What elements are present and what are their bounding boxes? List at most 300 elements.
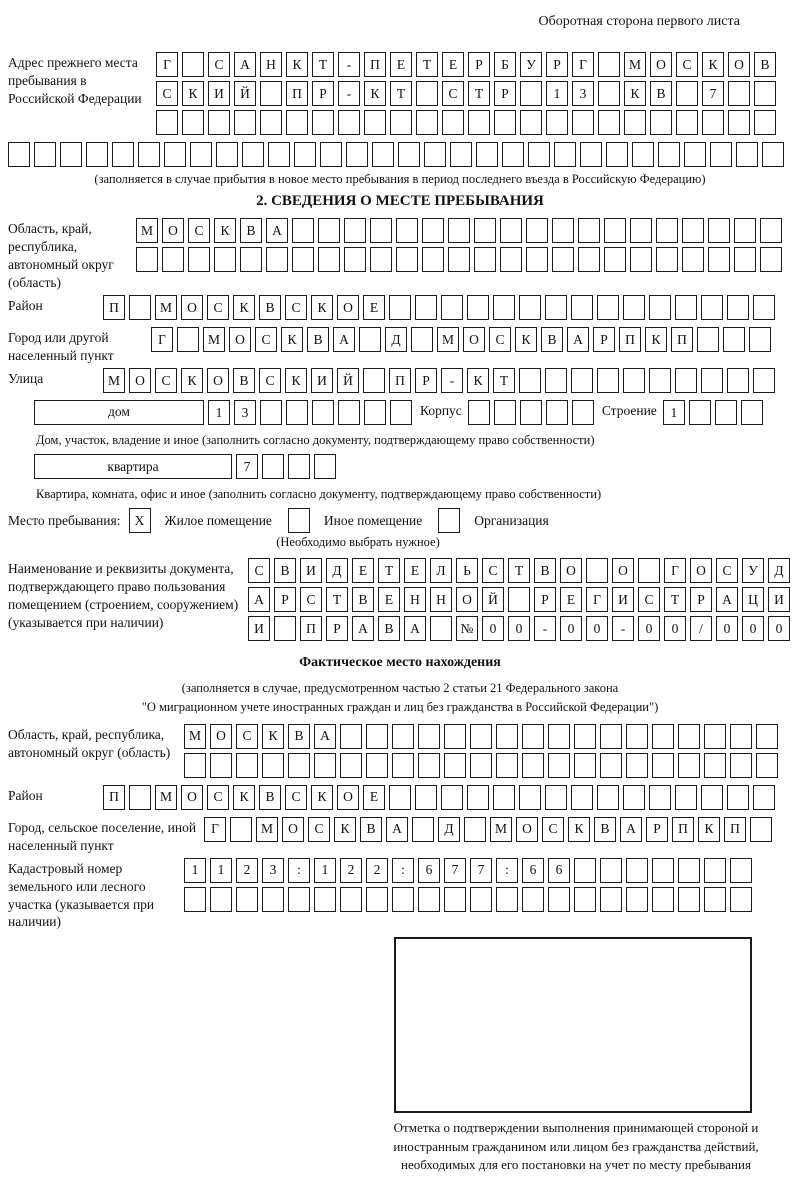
house-type-box[interactable]: дом <box>34 400 204 425</box>
char-cell[interactable] <box>715 400 737 425</box>
char-cell[interactable] <box>708 247 730 272</box>
char-cell[interactable]: 1 <box>546 81 568 106</box>
char-cell[interactable]: М <box>155 295 177 320</box>
char-cell[interactable] <box>136 247 158 272</box>
char-cell[interactable] <box>730 724 752 749</box>
char-cell[interactable]: А <box>567 327 589 352</box>
char-cell[interactable] <box>571 785 593 810</box>
char-cell[interactable]: 0 <box>586 616 608 641</box>
char-cell[interactable] <box>597 295 619 320</box>
char-cell[interactable] <box>623 295 645 320</box>
char-cell[interactable] <box>522 753 544 778</box>
char-cell[interactable] <box>60 142 82 167</box>
char-cell[interactable]: 0 <box>508 616 530 641</box>
char-cell[interactable]: В <box>259 295 281 320</box>
char-cell[interactable] <box>344 247 366 272</box>
char-cell[interactable]: М <box>103 368 125 393</box>
char-cell[interactable]: Б <box>494 52 516 77</box>
char-cell[interactable] <box>632 142 654 167</box>
char-cell[interactable] <box>266 247 288 272</box>
char-cell[interactable]: Т <box>468 81 490 106</box>
char-cell[interactable]: К <box>311 295 333 320</box>
char-cell[interactable]: С <box>248 558 270 583</box>
char-cell[interactable] <box>684 142 706 167</box>
char-cell[interactable] <box>552 247 574 272</box>
char-cell[interactable]: Р <box>468 52 490 77</box>
char-cell[interactable]: 1 <box>184 858 206 883</box>
char-cell[interactable] <box>390 110 412 135</box>
char-cell[interactable] <box>288 508 310 533</box>
char-cell[interactable]: К <box>645 327 667 352</box>
char-cell[interactable] <box>392 753 414 778</box>
char-cell[interactable]: А <box>266 218 288 243</box>
char-cell[interactable] <box>450 142 472 167</box>
char-cell[interactable]: И <box>248 616 270 641</box>
char-cell[interactable]: 1 <box>208 400 230 425</box>
char-cell[interactable]: О <box>337 785 359 810</box>
char-cell[interactable] <box>697 327 719 352</box>
char-cell[interactable]: С <box>156 81 178 106</box>
char-cell[interactable]: 6 <box>418 858 440 883</box>
char-cell[interactable]: С <box>716 558 738 583</box>
char-cell[interactable]: Р <box>326 616 348 641</box>
char-cell[interactable]: К <box>181 368 203 393</box>
char-cell[interactable]: 0 <box>716 616 738 641</box>
char-cell[interactable]: С <box>638 587 660 612</box>
char-cell[interactable] <box>448 247 470 272</box>
char-cell[interactable]: 7 <box>444 858 466 883</box>
char-cell[interactable] <box>424 142 446 167</box>
char-cell[interactable]: С <box>676 52 698 77</box>
char-cell[interactable]: В <box>307 327 329 352</box>
char-cell[interactable]: У <box>520 52 542 77</box>
char-cell[interactable] <box>756 753 778 778</box>
char-cell[interactable]: М <box>490 817 512 842</box>
char-cell[interactable] <box>230 817 252 842</box>
char-cell[interactable] <box>571 295 593 320</box>
char-cell[interactable] <box>262 887 284 912</box>
char-cell[interactable] <box>441 295 463 320</box>
char-cell[interactable]: 6 <box>522 858 544 883</box>
char-cell[interactable] <box>468 110 490 135</box>
char-cell[interactable] <box>600 887 622 912</box>
char-cell[interactable]: М <box>155 785 177 810</box>
char-cell[interactable] <box>652 753 674 778</box>
char-cell[interactable]: Р <box>534 587 556 612</box>
char-cell[interactable] <box>177 327 199 352</box>
char-cell[interactable]: К <box>311 785 333 810</box>
char-cell[interactable]: 0 <box>768 616 790 641</box>
char-cell[interactable] <box>438 508 460 533</box>
char-cell[interactable]: Д <box>768 558 790 583</box>
char-cell[interactable] <box>467 295 489 320</box>
char-cell[interactable]: П <box>103 785 125 810</box>
char-cell[interactable] <box>500 218 522 243</box>
char-cell[interactable]: О <box>650 52 672 77</box>
char-cell[interactable]: К <box>568 817 590 842</box>
char-cell[interactable]: У <box>742 558 764 583</box>
char-cell[interactable] <box>658 142 680 167</box>
char-cell[interactable] <box>754 81 776 106</box>
apartment-type-box[interactable]: квартира <box>34 454 232 479</box>
char-cell[interactable] <box>730 858 752 883</box>
char-cell[interactable] <box>390 400 412 425</box>
char-cell[interactable] <box>363 368 385 393</box>
char-cell[interactable] <box>260 81 282 106</box>
char-cell[interactable]: К <box>262 724 284 749</box>
char-cell[interactable] <box>520 400 542 425</box>
char-cell[interactable] <box>704 724 726 749</box>
char-cell[interactable] <box>442 110 464 135</box>
char-cell[interactable] <box>656 218 678 243</box>
char-cell[interactable] <box>623 368 645 393</box>
char-cell[interactable] <box>288 454 310 479</box>
char-cell[interactable]: В <box>754 52 776 77</box>
char-cell[interactable]: В <box>650 81 672 106</box>
char-cell[interactable] <box>412 817 434 842</box>
char-cell[interactable] <box>496 724 518 749</box>
char-cell[interactable] <box>574 887 596 912</box>
char-cell[interactable]: Й <box>337 368 359 393</box>
char-cell[interactable] <box>494 110 516 135</box>
char-cell[interactable] <box>340 887 362 912</box>
char-cell[interactable]: 3 <box>234 400 256 425</box>
char-cell[interactable]: В <box>352 587 374 612</box>
char-cell[interactable] <box>411 327 433 352</box>
char-cell[interactable]: А <box>234 52 256 77</box>
char-cell[interactable]: И <box>208 81 230 106</box>
char-cell[interactable] <box>730 887 752 912</box>
char-cell[interactable]: - <box>338 52 360 77</box>
char-cell[interactable] <box>344 218 366 243</box>
char-cell[interactable]: С <box>489 327 511 352</box>
char-cell[interactable] <box>112 142 134 167</box>
char-cell[interactable] <box>364 400 386 425</box>
char-cell[interactable]: - <box>612 616 634 641</box>
char-cell[interactable] <box>702 110 724 135</box>
char-cell[interactable]: Р <box>274 587 296 612</box>
char-cell[interactable]: Р <box>646 817 668 842</box>
char-cell[interactable] <box>728 81 750 106</box>
char-cell[interactable] <box>741 400 763 425</box>
char-cell[interactable]: Ь <box>456 558 478 583</box>
char-cell[interactable] <box>359 327 381 352</box>
char-cell[interactable] <box>474 218 496 243</box>
char-cell[interactable] <box>554 142 576 167</box>
char-cell[interactable] <box>430 616 452 641</box>
char-cell[interactable] <box>704 887 726 912</box>
char-cell[interactable] <box>526 247 548 272</box>
char-cell[interactable] <box>704 858 726 883</box>
char-cell[interactable] <box>416 81 438 106</box>
char-cell[interactable] <box>630 218 652 243</box>
char-cell[interactable]: М <box>624 52 646 77</box>
char-cell[interactable] <box>190 142 212 167</box>
char-cell[interactable] <box>675 368 697 393</box>
char-cell[interactable] <box>508 587 530 612</box>
char-cell[interactable] <box>578 247 600 272</box>
char-cell[interactable]: О <box>181 295 203 320</box>
char-cell[interactable]: 1 <box>210 858 232 883</box>
char-cell[interactable] <box>546 110 568 135</box>
char-cell[interactable] <box>418 887 440 912</box>
char-cell[interactable] <box>398 142 420 167</box>
char-cell[interactable] <box>138 142 160 167</box>
char-cell[interactable] <box>649 785 671 810</box>
char-cell[interactable]: 1 <box>663 400 685 425</box>
char-cell[interactable]: С <box>482 558 504 583</box>
char-cell[interactable] <box>652 887 674 912</box>
char-cell[interactable] <box>571 368 593 393</box>
char-cell[interactable]: Г <box>151 327 173 352</box>
char-cell[interactable] <box>730 753 752 778</box>
char-cell[interactable] <box>214 247 236 272</box>
char-cell[interactable]: Е <box>404 558 426 583</box>
char-cell[interactable] <box>734 247 756 272</box>
char-cell[interactable] <box>604 218 626 243</box>
char-cell[interactable] <box>652 724 674 749</box>
char-cell[interactable]: С <box>259 368 281 393</box>
char-cell[interactable] <box>734 218 756 243</box>
char-cell[interactable]: В <box>240 218 262 243</box>
char-cell[interactable]: А <box>333 327 355 352</box>
char-cell[interactable] <box>260 110 282 135</box>
char-cell[interactable] <box>294 142 316 167</box>
char-cell[interactable] <box>626 724 648 749</box>
char-cell[interactable]: К <box>281 327 303 352</box>
char-cell[interactable]: Р <box>546 52 568 77</box>
char-cell[interactable]: 3 <box>262 858 284 883</box>
char-cell[interactable] <box>288 753 310 778</box>
char-cell[interactable]: П <box>364 52 386 77</box>
char-cell[interactable]: : <box>288 858 310 883</box>
char-cell[interactable] <box>708 218 730 243</box>
char-cell[interactable] <box>164 142 186 167</box>
char-cell[interactable] <box>545 295 567 320</box>
char-cell[interactable]: К <box>698 817 720 842</box>
char-cell[interactable] <box>754 110 776 135</box>
char-cell[interactable] <box>236 753 258 778</box>
char-cell[interactable]: В <box>288 724 310 749</box>
char-cell[interactable]: 0 <box>482 616 504 641</box>
char-cell[interactable] <box>753 295 775 320</box>
char-cell[interactable]: Е <box>390 52 412 77</box>
char-cell[interactable] <box>689 400 711 425</box>
char-cell[interactable] <box>682 247 704 272</box>
char-cell[interactable] <box>366 724 388 749</box>
char-cell[interactable]: О <box>690 558 712 583</box>
char-cell[interactable]: - <box>441 368 463 393</box>
char-cell[interactable]: Н <box>404 587 426 612</box>
char-cell[interactable] <box>650 110 672 135</box>
char-cell[interactable] <box>750 817 772 842</box>
char-cell[interactable]: С <box>542 817 564 842</box>
char-cell[interactable]: : <box>496 858 518 883</box>
char-cell[interactable]: В <box>534 558 556 583</box>
char-cell[interactable]: О <box>181 785 203 810</box>
char-cell[interactable] <box>338 110 360 135</box>
char-cell[interactable] <box>292 218 314 243</box>
char-cell[interactable]: Д <box>326 558 348 583</box>
char-cell[interactable]: С <box>285 785 307 810</box>
char-cell[interactable] <box>416 110 438 135</box>
char-cell[interactable]: С <box>442 81 464 106</box>
char-cell[interactable] <box>444 724 466 749</box>
char-cell[interactable] <box>366 887 388 912</box>
char-cell[interactable] <box>262 753 284 778</box>
char-cell[interactable] <box>292 247 314 272</box>
char-cell[interactable]: 3 <box>572 81 594 106</box>
char-cell[interactable] <box>520 110 542 135</box>
char-cell[interactable] <box>701 295 723 320</box>
char-cell[interactable]: Г <box>664 558 686 583</box>
char-cell[interactable]: Т <box>378 558 400 583</box>
char-cell[interactable]: А <box>404 616 426 641</box>
char-cell[interactable]: К <box>214 218 236 243</box>
char-cell[interactable] <box>652 858 674 883</box>
char-cell[interactable]: О <box>162 218 184 243</box>
char-cell[interactable] <box>682 218 704 243</box>
char-cell[interactable]: М <box>203 327 225 352</box>
char-cell[interactable] <box>586 558 608 583</box>
char-cell[interactable] <box>545 785 567 810</box>
char-cell[interactable] <box>496 753 518 778</box>
char-cell[interactable] <box>210 753 232 778</box>
char-cell[interactable] <box>728 110 750 135</box>
char-cell[interactable]: П <box>103 295 125 320</box>
char-cell[interactable]: Т <box>508 558 530 583</box>
char-cell[interactable] <box>519 295 541 320</box>
char-cell[interactable] <box>182 110 204 135</box>
char-cell[interactable] <box>441 785 463 810</box>
char-cell[interactable] <box>182 52 204 77</box>
char-cell[interactable]: С <box>255 327 277 352</box>
char-cell[interactable] <box>444 753 466 778</box>
char-cell[interactable]: К <box>467 368 489 393</box>
char-cell[interactable] <box>314 887 336 912</box>
char-cell[interactable] <box>574 724 596 749</box>
char-cell[interactable]: Т <box>390 81 412 106</box>
char-cell[interactable]: : <box>392 858 414 883</box>
char-cell[interactable] <box>552 218 574 243</box>
char-cell[interactable] <box>318 218 340 243</box>
char-cell[interactable] <box>675 785 697 810</box>
char-cell[interactable]: В <box>541 327 563 352</box>
char-cell[interactable]: К <box>182 81 204 106</box>
char-cell[interactable]: 7 <box>236 454 258 479</box>
char-cell[interactable] <box>522 724 544 749</box>
char-cell[interactable] <box>727 295 749 320</box>
char-cell[interactable] <box>448 218 470 243</box>
char-cell[interactable]: С <box>285 295 307 320</box>
char-cell[interactable] <box>468 400 490 425</box>
char-cell[interactable]: О <box>229 327 251 352</box>
char-cell[interactable]: № <box>456 616 478 641</box>
char-cell[interactable] <box>493 785 515 810</box>
char-cell[interactable] <box>396 218 418 243</box>
char-cell[interactable]: Е <box>378 587 400 612</box>
char-cell[interactable] <box>678 887 700 912</box>
char-cell[interactable] <box>493 295 515 320</box>
char-cell[interactable]: И <box>311 368 333 393</box>
char-cell[interactable] <box>389 295 411 320</box>
char-cell[interactable]: И <box>768 587 790 612</box>
char-cell[interactable] <box>630 247 652 272</box>
char-cell[interactable]: М <box>437 327 459 352</box>
char-cell[interactable]: А <box>314 724 336 749</box>
char-cell[interactable] <box>418 724 440 749</box>
char-cell[interactable] <box>162 247 184 272</box>
char-cell[interactable] <box>8 142 30 167</box>
char-cell[interactable]: 1 <box>314 858 336 883</box>
char-cell[interactable] <box>422 218 444 243</box>
char-cell[interactable]: М <box>184 724 206 749</box>
char-cell[interactable]: А <box>386 817 408 842</box>
char-cell[interactable] <box>762 142 784 167</box>
char-cell[interactable] <box>572 110 594 135</box>
char-cell[interactable]: Д <box>438 817 460 842</box>
char-cell[interactable] <box>129 295 151 320</box>
char-cell[interactable]: 0 <box>664 616 686 641</box>
char-cell[interactable] <box>274 616 296 641</box>
char-cell[interactable]: Е <box>352 558 374 583</box>
char-cell[interactable]: В <box>378 616 400 641</box>
char-cell[interactable] <box>208 110 230 135</box>
char-cell[interactable]: И <box>612 587 634 612</box>
char-cell[interactable] <box>129 785 151 810</box>
char-cell[interactable] <box>240 247 262 272</box>
char-cell[interactable]: К <box>233 295 255 320</box>
char-cell[interactable]: В <box>594 817 616 842</box>
char-cell[interactable]: П <box>672 817 694 842</box>
char-cell[interactable] <box>370 247 392 272</box>
char-cell[interactable] <box>320 142 342 167</box>
char-cell[interactable] <box>604 247 626 272</box>
char-cell[interactable] <box>678 753 700 778</box>
char-cell[interactable]: 2 <box>366 858 388 883</box>
char-cell[interactable] <box>546 400 568 425</box>
char-cell[interactable] <box>736 142 758 167</box>
char-cell[interactable] <box>678 724 700 749</box>
char-cell[interactable]: О <box>612 558 634 583</box>
char-cell[interactable] <box>600 858 622 883</box>
char-cell[interactable]: С <box>236 724 258 749</box>
char-cell[interactable] <box>464 817 486 842</box>
char-cell[interactable]: 2 <box>236 858 258 883</box>
char-cell[interactable]: Т <box>416 52 438 77</box>
char-cell[interactable] <box>580 142 602 167</box>
char-cell[interactable] <box>727 368 749 393</box>
char-cell[interactable] <box>260 400 282 425</box>
char-cell[interactable] <box>236 887 258 912</box>
char-cell[interactable]: Ц <box>742 587 764 612</box>
char-cell[interactable] <box>418 753 440 778</box>
char-cell[interactable] <box>606 142 628 167</box>
char-cell[interactable] <box>526 218 548 243</box>
char-cell[interactable] <box>749 327 771 352</box>
char-cell[interactable]: Й <box>482 587 504 612</box>
char-cell[interactable] <box>548 753 570 778</box>
char-cell[interactable]: К <box>233 785 255 810</box>
char-cell[interactable] <box>624 110 646 135</box>
char-cell[interactable] <box>600 724 622 749</box>
char-cell[interactable] <box>268 142 290 167</box>
char-cell[interactable] <box>502 142 524 167</box>
char-cell[interactable] <box>312 110 334 135</box>
char-cell[interactable]: С <box>208 52 230 77</box>
char-cell[interactable] <box>470 887 492 912</box>
char-cell[interactable]: 0 <box>638 616 660 641</box>
